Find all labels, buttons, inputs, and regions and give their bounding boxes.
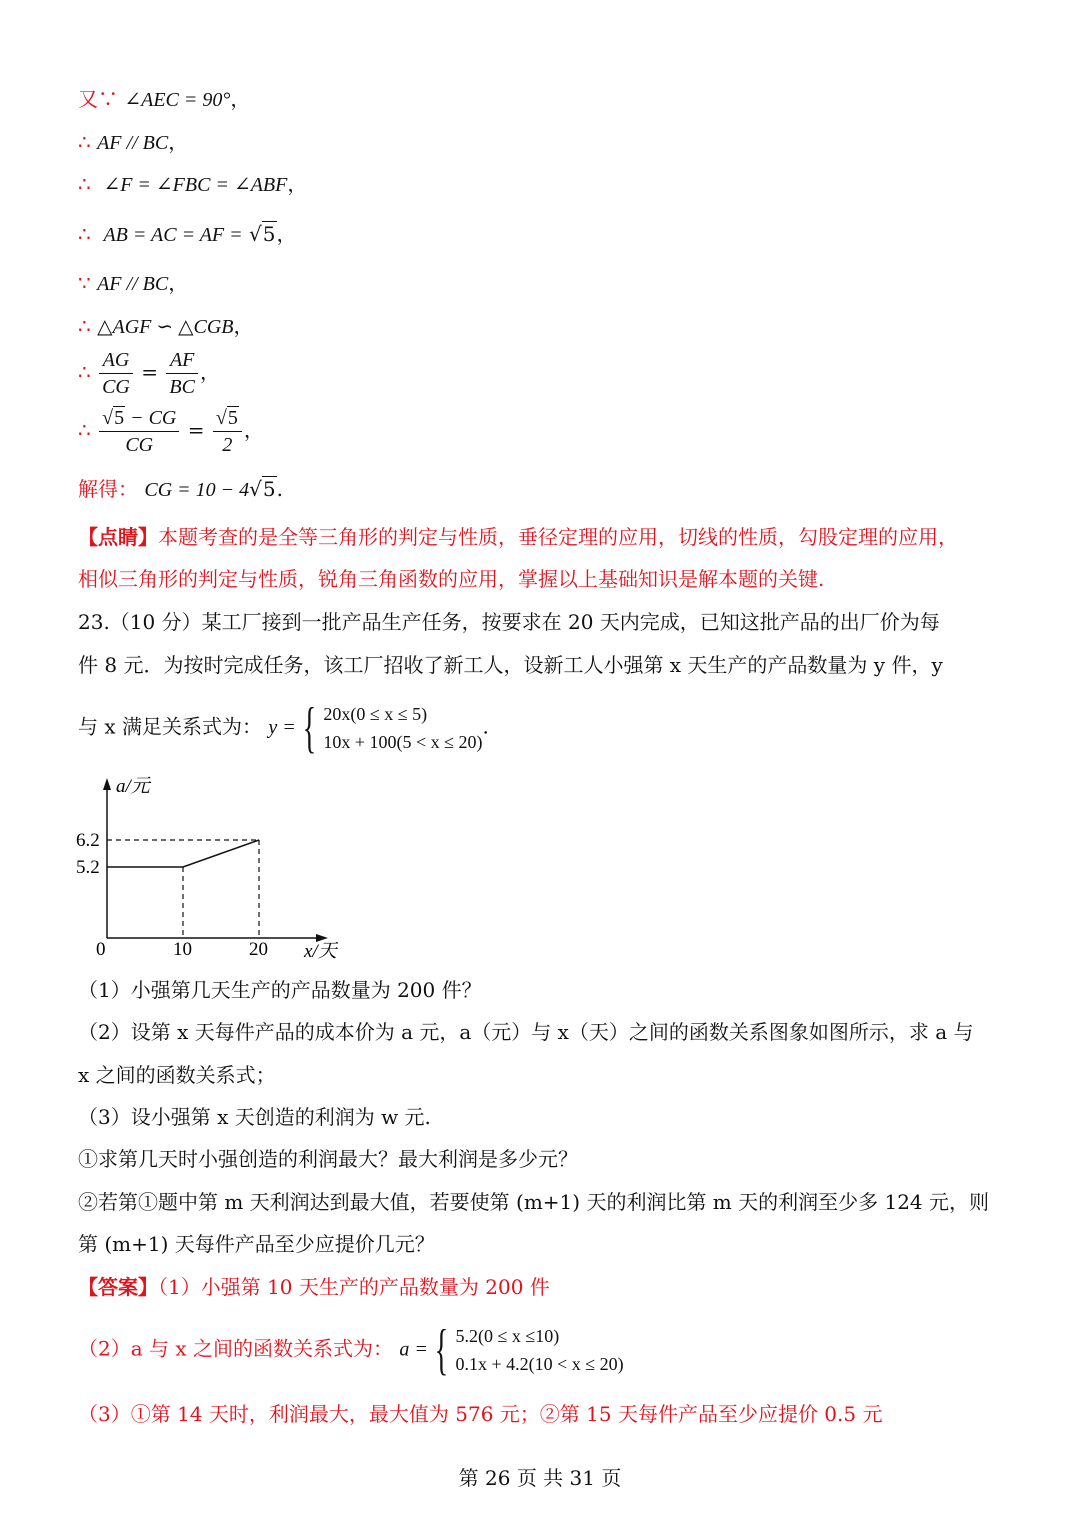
- sqrt-radicand: 5: [262, 222, 276, 246]
- punct: .: [482, 714, 489, 739]
- fraction: [99, 405, 179, 458]
- math-expression: ∠AEC = 90°: [124, 89, 231, 111]
- numerator: AF: [166, 347, 198, 374]
- denominator: CG: [125, 434, 154, 456]
- y-equals: y =: [268, 716, 296, 739]
- proof-line-1: [78, 86, 250, 113]
- answer-2-prefix: （2）a 与 x 之间的函数关系式为：: [78, 1336, 393, 1361]
- answer-3: （3）①第 14 天时，利润最大，最大值为 576 元；②第 15 天每件产品至少应提价 0.5 元: [78, 1402, 883, 1426]
- sqrt-radicand: 5: [262, 477, 276, 501]
- comment-line-1: [78, 524, 958, 550]
- answer-1-text: （1）小强第 10 天生产的产品数量为 200 件: [158, 1275, 550, 1299]
- therefore-symbol: ∴: [78, 314, 91, 338]
- punct: ，: [168, 271, 189, 295]
- left-brace-icon: {: [434, 1319, 449, 1381]
- because-symbol: ∵: [78, 271, 91, 295]
- problem-line-3: [78, 697, 489, 759]
- sqrt-radicand: 5: [114, 407, 125, 429]
- answer-case-2: 0.1x + 4.2(10 < x ≤ 20): [455, 1354, 624, 1374]
- denominator: CG: [102, 376, 130, 398]
- question-3: （3）设小强第 x 天创造的利润为 w 元.: [78, 1105, 431, 1129]
- sqrt-sign: √: [249, 222, 262, 246]
- case-2: 10x + 100(5 < x ≤ 20): [323, 732, 483, 752]
- equals: =: [141, 360, 159, 384]
- case-1: 20x(0 ≤ x ≤ 5): [323, 704, 428, 724]
- question-3-2-line-2: 第 (m+1) 天每件产品至少应提价几元？: [78, 1232, 435, 1256]
- punct: ，: [168, 130, 189, 154]
- origin-label: 0: [96, 939, 106, 960]
- math-expression: CG = 10 − 4: [144, 479, 250, 501]
- numerator: √5: [213, 405, 242, 432]
- proof-line-7: [78, 347, 220, 400]
- numerator-rest: − CG: [125, 407, 177, 429]
- answer-case-1: 5.2(0 ≤ x ≤10): [455, 1326, 560, 1346]
- proof-line-2: [78, 129, 188, 156]
- denominator: BC: [169, 376, 195, 398]
- x-tick-label: 20: [249, 939, 268, 960]
- x-tick-label: 10: [173, 939, 192, 960]
- question-2-line-2: x 之间的函数关系式；: [78, 1063, 276, 1087]
- solution-label: 解得：: [78, 477, 138, 501]
- x-axis-label: x/天: [304, 941, 337, 962]
- therefore-symbol: ∴: [78, 130, 91, 154]
- punct: .: [276, 477, 283, 501]
- question-3-1: ①求第几天时小强创造的利润最大？最大利润是多少元？: [78, 1147, 578, 1171]
- sqrt-sign: √: [249, 477, 262, 501]
- comment-line-2: 相似三角形的判定与性质，锐角三角函数的应用，掌握以上基础知识是解本题的关键.: [78, 567, 825, 591]
- y-tick-label: 5.2: [76, 857, 100, 878]
- equals: =: [187, 418, 205, 442]
- question-2-line-1: （2）设第 x 天每件产品的成本价为 a 元，a（元）与 x（天）之间的函数关系图象如图所示，求 a 与: [78, 1020, 974, 1044]
- therefore-symbol: ∴: [78, 360, 91, 384]
- fraction: [213, 405, 242, 458]
- math-expression: AF // BC: [97, 132, 169, 154]
- denominator: 2: [222, 434, 233, 456]
- problem-line-1: 23.（10 分）某工厂接到一批产品生产任务，按要求在 20 天内完成，已知这批产品的出厂价为每: [78, 610, 940, 634]
- proof-line-9: [78, 476, 283, 503]
- relation-prefix: 与 x 满足关系式为：: [78, 714, 262, 739]
- math-expression: ∠F = ∠FBC = ∠ABF: [103, 174, 288, 196]
- answer-1: [78, 1274, 550, 1300]
- punct: ，: [276, 222, 297, 246]
- cost-price-chart: [60, 770, 360, 970]
- numerator: √5 − CG: [99, 405, 179, 432]
- question-3-2-line-1: ②若第①题中第 m 天利润达到最大值，若要使第 (m+1) 天的利润比第 m 天的利润至少多 124 元，则: [78, 1190, 990, 1214]
- fraction: [166, 347, 198, 400]
- therefore-symbol: ∴: [78, 172, 91, 196]
- math-expression: △AGF ∽ △CGB: [97, 316, 234, 338]
- punct: ，: [233, 314, 254, 338]
- fraction: [99, 347, 133, 400]
- problem-line-2: 件 8 元．为按时完成任务，该工厂招收了新工人，设新工人小强第 x 天生产的产品数量为 y 件，y: [78, 653, 943, 677]
- proof-line-8: [78, 405, 264, 458]
- proof-line-5: [78, 270, 188, 297]
- punct: ，: [230, 87, 251, 111]
- answer-piecewise-cases: [455, 1322, 623, 1378]
- proof-line-6: [78, 313, 254, 340]
- piecewise-cases: [323, 700, 482, 756]
- sqrt-radicand: 5: [227, 407, 238, 429]
- therefore-symbol: ∴: [78, 418, 91, 442]
- answer-tag: 【答案】: [78, 1275, 158, 1299]
- a-equals: a =: [399, 1338, 428, 1361]
- guide-lines: [107, 840, 259, 938]
- punct: ，: [243, 418, 264, 442]
- math-expression: AB = AC = AF =: [103, 224, 243, 246]
- comment-text: 本题考查的是全等三角形的判定与性质，垂径定理的应用，切线的性质，勾股定理的应用，: [158, 525, 958, 549]
- therefore-symbol: ∴: [78, 222, 91, 246]
- proof-line-4: [78, 221, 297, 248]
- comment-tag: 【点睛】: [78, 525, 158, 549]
- answer-2: [78, 1319, 624, 1381]
- y-axis-label: a/元: [116, 776, 150, 797]
- series-line: [107, 840, 259, 867]
- y-tick-label: 6.2: [76, 830, 100, 851]
- numerator: AG: [99, 347, 133, 374]
- math-expression: AF // BC: [97, 273, 169, 295]
- punct: ，: [199, 360, 220, 384]
- question-1: （1）小强第几天生产的产品数量为 200 件？: [78, 978, 482, 1002]
- punct: ，: [287, 172, 308, 196]
- proof-line-3: [78, 171, 307, 198]
- because-symbol: 又∵: [78, 87, 118, 111]
- y-axis-arrow-icon: [103, 778, 111, 790]
- page-footer: 第 26 页 共 31 页: [458, 1466, 622, 1490]
- left-brace-icon: {: [302, 697, 317, 759]
